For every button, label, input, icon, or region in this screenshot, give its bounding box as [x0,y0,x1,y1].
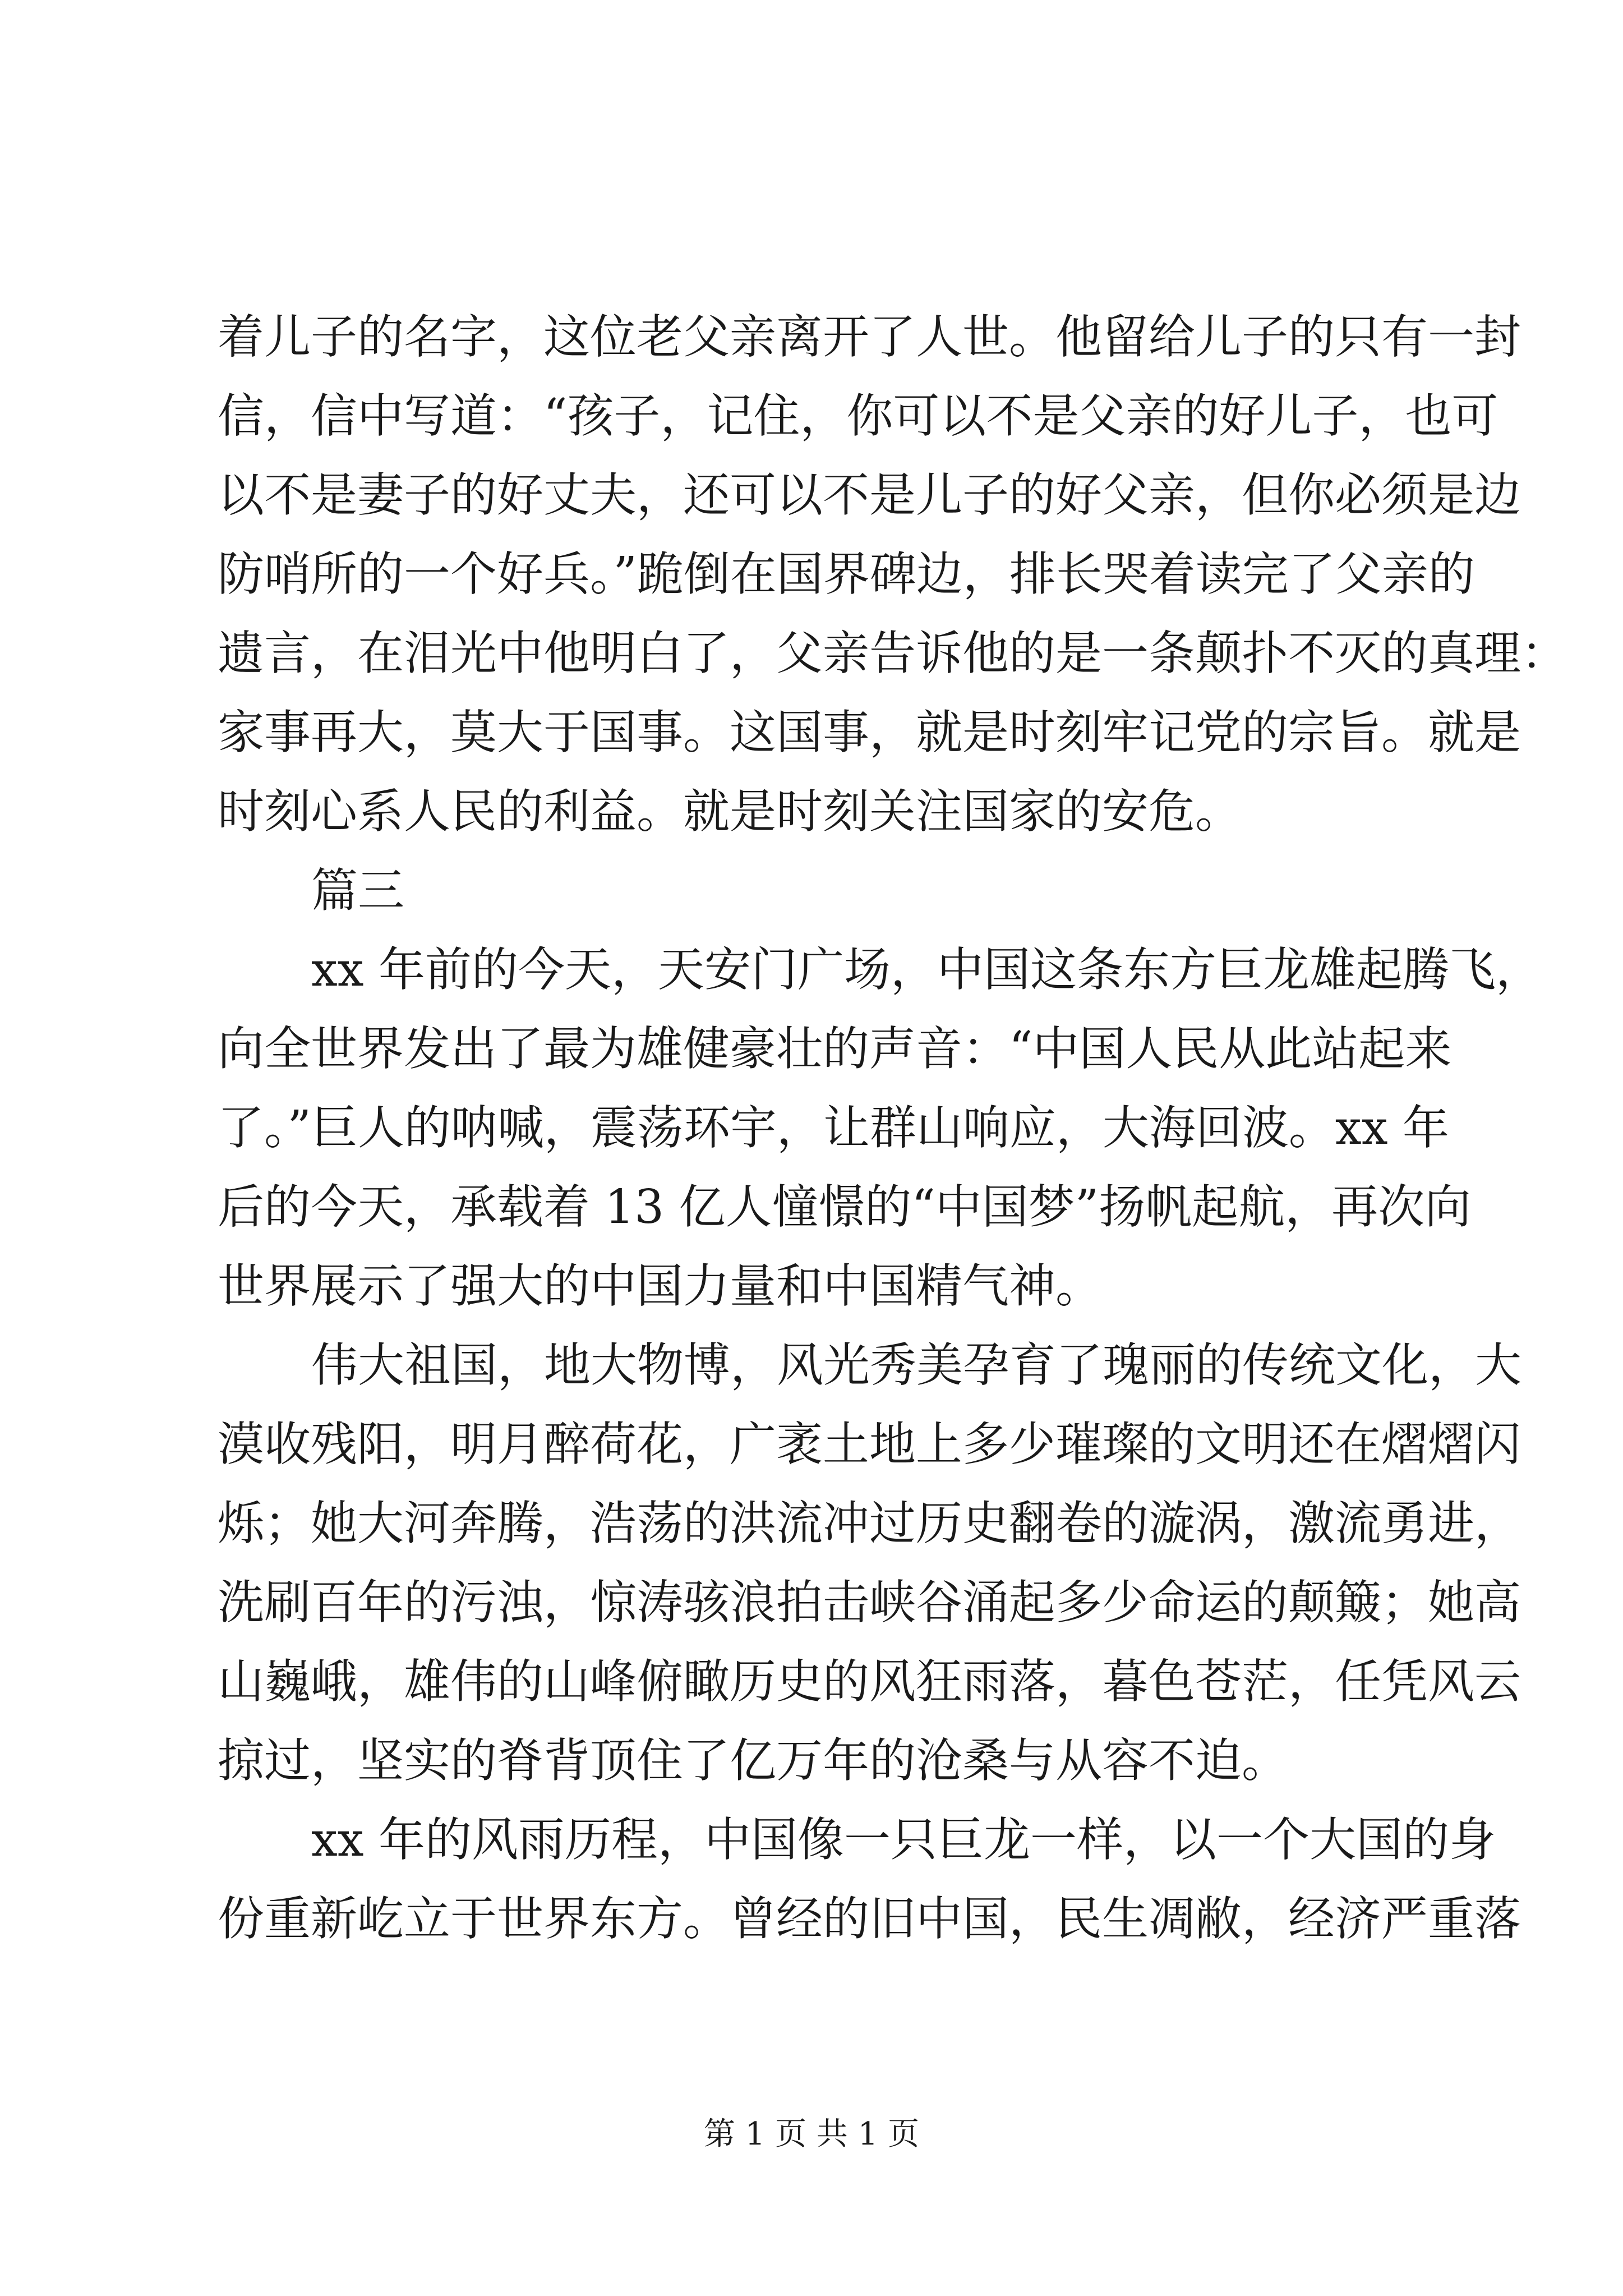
text-line: 后的今天，承载着 13 亿人憧憬的“中国梦”扬帆起航，再次向 [218,1180,1472,1234]
text-line: 家事再大，莫大于国事。这国事，就是时刻牢记党的宗旨。就是 [218,705,1521,760]
section-heading: 篇三 [311,863,404,918]
text-line: 了。”巨人的呐喊，震荡环宇，让群山响应，大海回波。xx 年 [218,1101,1449,1155]
text-line: 份重新屹立于世界东方。曾经的旧中国，民生凋敝，经济严重落 [218,1892,1521,1946]
text-line: 洗刷百年的污浊，惊涛骇浪拍击峡谷涌起多少命运的颠簸；她高 [218,1575,1521,1630]
text-line: 烁；她大河奔腾，浩荡的洪流冲过历史翻卷的漩涡，激流勇进， [218,1496,1521,1550]
text-line: 漠收残阳，明月醉荷花，广袤土地上多少璀璨的文明还在熠熠闪 [218,1417,1521,1471]
text-line: xx 年的风雨历程，中国像一只巨龙一样，以一个大国的身 [311,1812,1496,1867]
text-line: 山巍峨，雄伟的山峰俯瞰历史的风狂雨落，暮色苍茫，任凭风云 [218,1654,1521,1709]
page-footer [0,2109,1623,2154]
text-line: 掠过，坚实的脊背顶住了亿万年的沧桑与从容不迫。 [218,1733,1288,1788]
text-line: 信，信中写道：“孩子，记住，你可以不是父亲的好儿子，也可 [218,389,1498,443]
text-line: 防哨所的一个好兵。”跪倒在国界碑边，排长哭着读完了父亲的 [218,547,1475,601]
text-line: 着儿子的名字，这位老父亲离开了人世。他留给儿子的只有一封 [218,310,1521,364]
text-line: 伟大祖国，地大物博，风光秀美孕育了瑰丽的传统文化，大 [311,1338,1521,1392]
page-number: 第 1 页 共 1 页 [703,2116,920,2152]
text-line: 时刻心系人民的利益。就是时刻关注国家的安危。 [218,784,1242,839]
document-body [218,297,1567,1958]
text-line: 遗言，在泪光中他明白了，父亲告诉他的是一条颠扑不灭的真理： [218,626,1567,680]
text-line: 世界展示了强大的中国力量和中国精气神。 [218,1259,1102,1313]
text-line: xx 年前的今天，天安门广场，中国这条东方巨龙雄起腾飞， [311,942,1542,997]
text-line: 以不是妻子的好丈夫，还可以不是儿子的好父亲，但你必须是边 [218,468,1521,522]
text-line: 向全世界发出了最为雄健豪壮的声音：“中国人民从此站起来 [218,1022,1452,1076]
